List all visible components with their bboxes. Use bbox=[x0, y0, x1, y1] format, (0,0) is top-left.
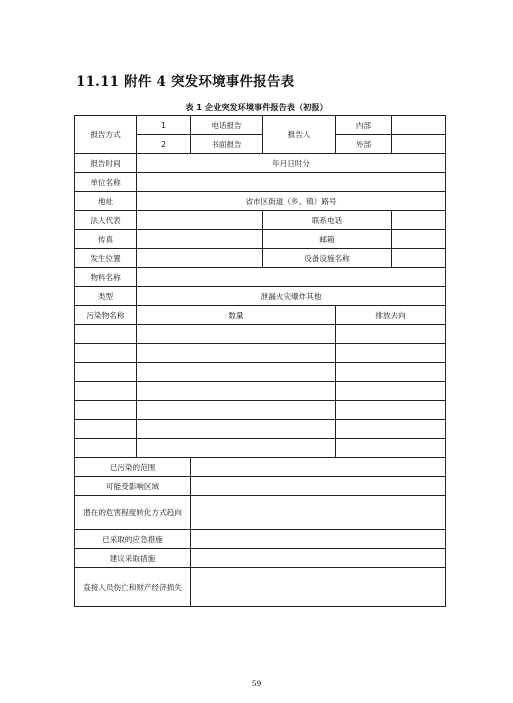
equipment-value-cell[interactable] bbox=[392, 249, 446, 268]
unit-name-value-cell[interactable] bbox=[137, 173, 446, 192]
pollutant-name-cell[interactable] bbox=[75, 325, 137, 344]
internal-label: 内部 bbox=[336, 116, 392, 135]
form-row bbox=[75, 477, 446, 496]
form-row bbox=[75, 530, 446, 549]
polluted-scope-value-cell[interactable] bbox=[191, 458, 446, 477]
type-label: 类型 bbox=[75, 287, 137, 306]
form-row bbox=[75, 211, 446, 230]
polluted-scope-label: 已污染的范围 bbox=[75, 458, 191, 477]
option-number: 2 bbox=[137, 135, 191, 154]
measures-taken-label: 已采取的应急措施 bbox=[75, 530, 191, 549]
address-label: 地址 bbox=[75, 192, 137, 211]
form-row bbox=[75, 173, 446, 192]
pollutant-row bbox=[75, 439, 446, 458]
section-heading: 11.11 附件 4 突发环境事件报告表 bbox=[76, 74, 295, 90]
form-row bbox=[75, 268, 446, 287]
pollutant-name-cell[interactable] bbox=[75, 439, 137, 458]
affected-area-value-cell[interactable] bbox=[191, 477, 446, 496]
pollutant-quantity-cell[interactable] bbox=[137, 382, 336, 401]
pollutant-quantity-cell[interactable] bbox=[137, 325, 336, 344]
pollutant-quantity-cell[interactable] bbox=[137, 401, 336, 420]
option-number: 1 bbox=[137, 116, 191, 135]
form-row bbox=[75, 154, 446, 173]
pollutant-quantity-cell[interactable] bbox=[137, 439, 336, 458]
pollutant-discharge-cell[interactable] bbox=[336, 363, 446, 382]
fax-value-cell[interactable] bbox=[137, 230, 263, 249]
pollutant-quantity-cell[interactable] bbox=[137, 344, 336, 363]
postcode-label: 邮箱 bbox=[263, 230, 392, 249]
postcode-value-cell[interactable] bbox=[392, 230, 446, 249]
material-value-cell[interactable] bbox=[137, 268, 446, 287]
pollutant-quantity-cell[interactable] bbox=[137, 420, 336, 439]
pollutant-name-cell[interactable] bbox=[75, 420, 137, 439]
pollutant-label: 污染物名称 bbox=[75, 306, 137, 325]
pollutant-row bbox=[75, 420, 446, 439]
affected-area-label: 可能受影响区域 bbox=[75, 477, 191, 496]
report-time-value[interactable]: 年月日时分 bbox=[137, 154, 446, 173]
address-value[interactable]: 省市区街道（乡、镇）路号 bbox=[137, 192, 446, 211]
location-value-cell[interactable] bbox=[137, 249, 263, 268]
pollutant-discharge-cell[interactable] bbox=[336, 401, 446, 420]
equipment-label: 设备设施名称 bbox=[263, 249, 392, 268]
form-row bbox=[75, 230, 446, 249]
discharge-label: 排放去向 bbox=[336, 306, 446, 325]
form-row bbox=[75, 306, 446, 325]
form-row bbox=[75, 287, 446, 306]
form-row bbox=[75, 192, 446, 211]
pollutant-discharge-cell[interactable] bbox=[336, 325, 446, 344]
pollutant-row bbox=[75, 363, 446, 382]
page-number: 59 bbox=[251, 679, 262, 688]
form-row bbox=[75, 116, 446, 135]
suggested-measures-value-cell[interactable] bbox=[191, 549, 446, 568]
type-value[interactable]: 泄漏火灾爆炸其他 bbox=[137, 287, 446, 306]
form-row bbox=[75, 568, 446, 607]
pollutant-row bbox=[75, 401, 446, 420]
pollutant-name-cell[interactable] bbox=[75, 382, 137, 401]
form-row bbox=[75, 249, 446, 268]
incident-report-form bbox=[74, 115, 446, 607]
written-report-option: 书面报告 bbox=[191, 135, 263, 154]
contact-phone-label: 联系电话 bbox=[263, 211, 392, 230]
pollutant-discharge-cell[interactable] bbox=[336, 420, 446, 439]
casualties-value-cell[interactable] bbox=[191, 568, 446, 607]
form-row bbox=[75, 496, 446, 530]
phone-report-option: 电话报告 bbox=[191, 116, 263, 135]
legal-rep-label: 法人代表 bbox=[75, 211, 137, 230]
form-row bbox=[75, 458, 446, 477]
unit-name-label: 单位名称 bbox=[75, 173, 137, 192]
measures-taken-value-cell[interactable] bbox=[191, 530, 446, 549]
reporter-label: 报告人 bbox=[263, 116, 336, 154]
pollutant-name-cell[interactable] bbox=[75, 401, 137, 420]
external-label: 外部 bbox=[336, 135, 392, 154]
pollutant-discharge-cell[interactable] bbox=[336, 344, 446, 363]
report-method-label: 报告方式 bbox=[75, 116, 137, 154]
pollutant-row bbox=[75, 382, 446, 401]
pollutant-name-cell[interactable] bbox=[75, 363, 137, 382]
potential-hazard-value-cell[interactable] bbox=[191, 496, 446, 530]
fax-label: 传真 bbox=[75, 230, 137, 249]
suggested-measures-label: 建议采取措施 bbox=[75, 549, 191, 568]
pollutant-row bbox=[75, 325, 446, 344]
pollutant-discharge-cell[interactable] bbox=[336, 439, 446, 458]
pollutant-discharge-cell[interactable] bbox=[336, 382, 446, 401]
external-value-cell[interactable] bbox=[392, 135, 446, 154]
table-caption: 表 1 企业突发环境事件报告表（初报） bbox=[185, 102, 328, 112]
location-label: 发生位置 bbox=[75, 249, 137, 268]
internal-value-cell[interactable] bbox=[392, 116, 446, 135]
potential-hazard-label: 潜在的危害程度转化方式趋向 bbox=[75, 496, 191, 530]
quantity-label: 数量 bbox=[137, 306, 336, 325]
report-time-label: 报告时间 bbox=[75, 154, 137, 173]
pollutant-row bbox=[75, 344, 446, 363]
legal-rep-value-cell[interactable] bbox=[137, 211, 263, 230]
pollutant-quantity-cell[interactable] bbox=[137, 363, 336, 382]
contact-phone-value-cell[interactable] bbox=[392, 211, 446, 230]
form-row bbox=[75, 549, 446, 568]
casualties-label: 直接人员伤亡和财产经济损失 bbox=[75, 568, 191, 607]
pollutant-name-cell[interactable] bbox=[75, 344, 137, 363]
material-label: 物料名称 bbox=[75, 268, 137, 287]
